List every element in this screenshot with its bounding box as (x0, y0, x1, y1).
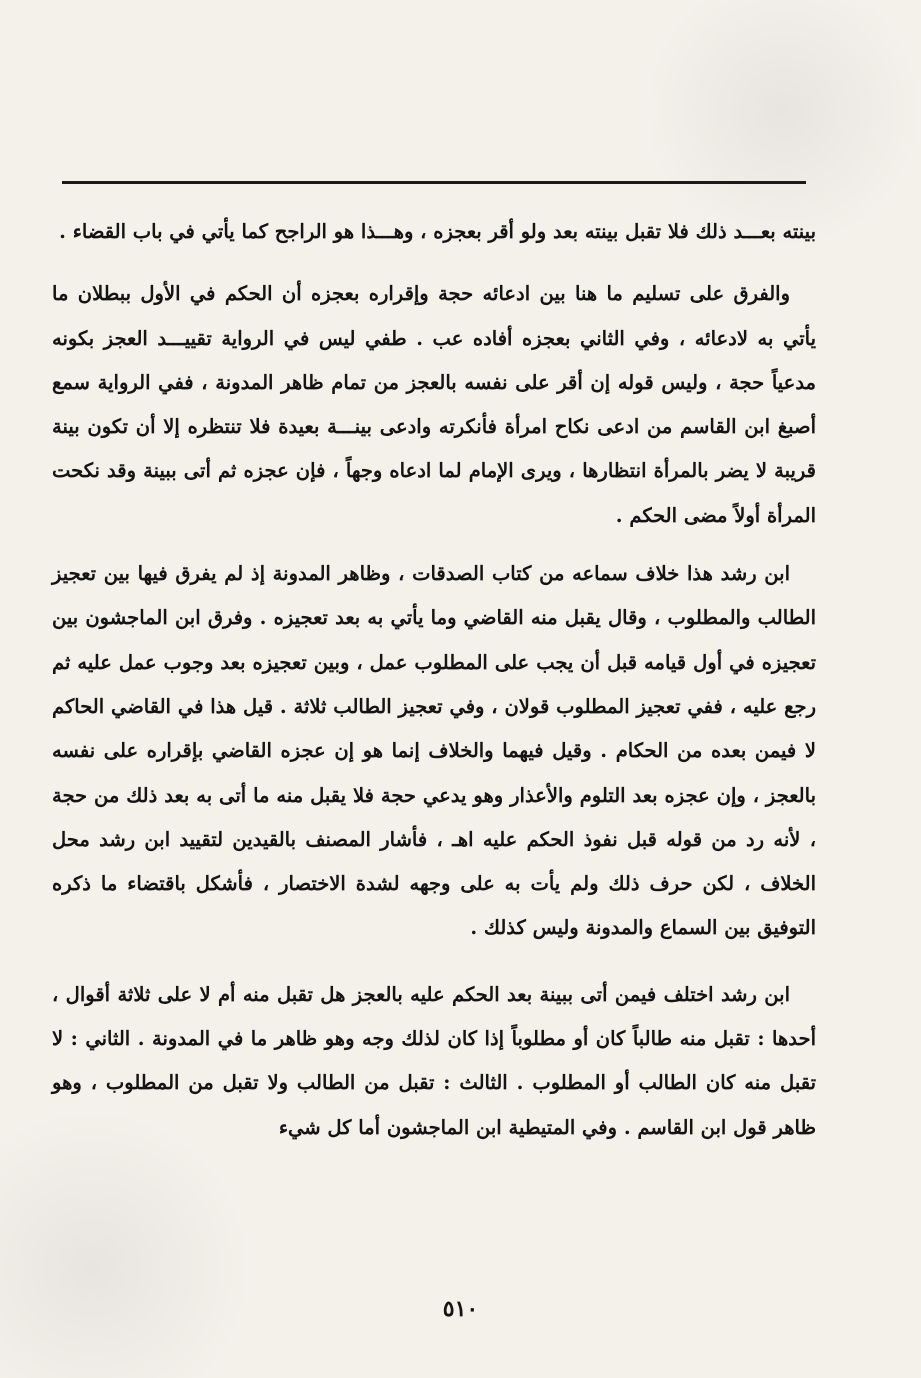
paragraph-2: والفرق على تسليم ما هنا بين ادعائه حجة وإقراره بعجزه أن الحكم في الأول ببطلان ما يأتي به لادعائه ، وفي الثاني بعجزه أفاده عب . طفي ليس في الرواية تقييـــد العجز بكونه مدعياً حجة ، وليس قوله إن أقر على نفسه بالعجز من تمام ظاهر المدونة ، ففي الرواية سمع أصبغ ابن القاسم من ادعى نكاح امرأة فأنكرته وادعى بينـــة بعيدة فلا تنتظره إلا أن تكون بينة قريبة لا يضر بالمرأة انتظارها ، ويرى الإمام لما ادعاه وجهاً ، فإن عجزه ثم أتى ببينة وقد نكحت المرأة أولاً مضى الحكم . (52, 282, 816, 527)
header-rule (62, 181, 806, 184)
paragraph-1: بينته بعـــد ذلك فلا تقبل بينته بعد ولو أقر بعجزه ، وهـــذا هو الراجح كما يأتي في باب القضاء . (59, 220, 816, 243)
page-number: ٥١٠ (442, 1296, 479, 1322)
paragraph-3: ابن رشد هذا خلاف سماعه من كتاب الصدقات ، وظاهر المدونة إذ لم يفرق فيها بين تعجيز الطالب والمطلوب ، وقال يقبل منه القاضي وما يأتي به بعد تعجيزه . وفرق ابن الماجشون بين تعجيزه في أول قيامه قبل أن يجب على المطلوب عمل ، وبين تعجيزه بعد وجوب عمل عليه ثم رجع عليه ، ففي تعجيز المطلوب قولان ، وفي تعجيز الطالب ثلاثة . قيل هذا في القاضي الحاكم لا فيمن بعده من الحكام . وقيل فيهما والخلاف إنما هو إن عجزه القاضي بإقراره على نفسه بالعجز ، وإن عجزه بعد التلوم والأعذار وهو يدعي حجة فلا يقبل منه ما أتى به بعد ذلك من حجة ، لأنه رد من قوله قبل نفوذ الحكم عليه اهـ ، فأشار المصنف بالقيدين لتقييد ابن رشد محل الخلاف ، لكن حرف ذلك ولم يأت به على وجهه لشدة الاختصار ، فأشكل باقتضاء ما ذكره التوفيق بين السماع والمدونة وليس كذلك . (52, 562, 816, 940)
paragraph-4: ابن رشد اختلف فيمن أتى ببينة بعد الحكم عليه بالعجز هل تقبل منه أم لا على ثلاثة أقوال ، أحدها : تقبل منه طالباً كان أو مطلوباً إذا كان لذلك وجه وهو ظاهر ما في المدونة . الثاني : لا تقبل منه كان الطالب أو المطلوب . الثالث : تقبل من الطالب ولا تقبل من المطلوب ، وهو ظاهر قول ابن القاسم . وفي المتيطية ابن الماجشون أما كل شيء (52, 982, 816, 1139)
page-body (52, 210, 816, 1150)
